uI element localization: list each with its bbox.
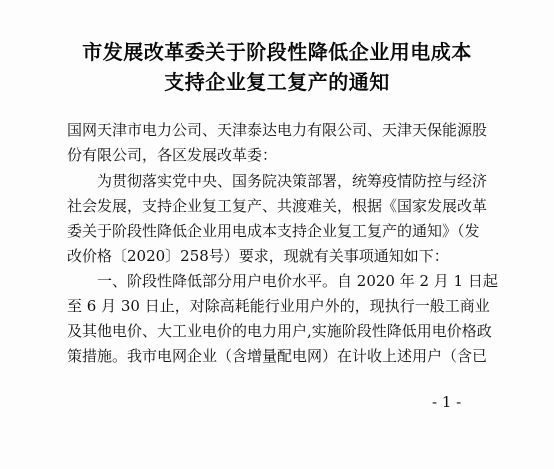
page-number: - 1 - [432,393,462,411]
paragraph-1-line-1: 为贯彻落实党中央、国务院决策部署，统筹疫情防控与经济 [97,172,488,190]
document-title-line-1: 市发展改革委关于阶段性降低企业用电成本 [82,40,472,64]
addressee-line-1: 国网天津市电力公司、天津泰达电力有限公司、天津天保能源股 [67,121,488,139]
paragraph-2-line-3: 及其他电价、大工业电价的电力用户,实施阶段性降低用电价格政 [67,322,492,340]
paragraph-2-line-4: 策措施。我市电网企业（含增量配电网）在计收上述用户（含已 [67,347,488,365]
paragraph-1-line-2: 社会发展，支持企业复工复产、共渡难关，根据《国家发展改革 [67,197,488,215]
paragraph-2-line-1: 一、阶段性降低部分用户电价水平。自 2020 年 2 月 1 日起 [97,272,498,290]
paragraph-2-line-2: 至 6 月 30 日止，对除高耗能行业用户外的，现执行一般工商业 [67,297,490,315]
addressee-line-2: 份有限公司，各区发展改革委： [67,146,278,164]
paragraph-1-line-3: 委关于阶段性降低企业用电成本支持企业复工复产的通知》（发 [67,222,480,240]
paragraph-1-line-4: 改价格〔2020〕258号）要求，现就有关事项通知如下： [67,247,449,265]
document-title-line-2: 支持企业复工复产的通知 [164,70,390,94]
